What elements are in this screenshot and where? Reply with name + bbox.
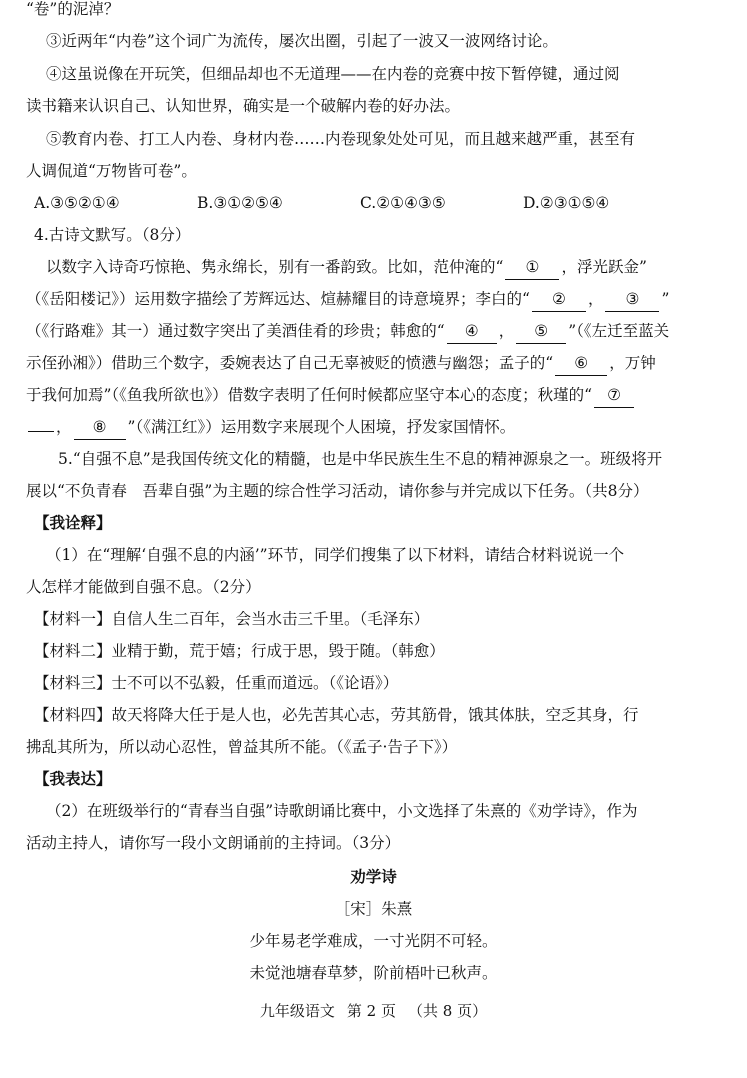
q4-line: （《岳阳楼记》）运用数字描绘了芳辉远达、煊赫耀目的诗意境界；李白的“ ② ， ③ ” (26, 284, 725, 314)
text-line: 人调侃道“万物皆可卷”。 (26, 162, 197, 180)
text-line: 拂乱其所为，所以动心忍性，曾益其所不能。（《孟子·告子下》） (26, 738, 458, 756)
option-b: B.③①②⑤④ (197, 194, 283, 212)
sub-question-2: （2）在班级举行的“青春当自强”诗歌朗诵比赛中，小文选择了朱熹的《劝学诗》，作为 (46, 802, 638, 820)
poem-author: ［宋］朱熹 (334, 900, 413, 918)
option-a: A.③⑤②①④ (34, 194, 120, 212)
question-5-intro: 5.“自强不息”是我国传统文化的精髓，也是中华民族生生不息的精神源泉之一。班级将开 (58, 450, 663, 468)
q4-line: ， ⑧ ”（《满江红》）运用数字来展现个人困境，抒发家国情怀。 (26, 412, 725, 442)
blank-4: ④ (447, 319, 497, 344)
footer-total: （共 8 页） (408, 1002, 488, 1020)
sentence-3: ③近两年“内卷”这个词广为流传，屡次出圈，引起了一波又一波网络讨论。 (46, 32, 558, 50)
answer-options (34, 188, 725, 218)
text-line: 读书籍来认识自己、认知世界，确实是一个破解内卷的好办法。 (26, 97, 461, 115)
blank-7: ⑦ (594, 383, 634, 408)
page-footer (0, 996, 747, 1026)
material-4: 【材料四】故天将降大任于是人也，必先苦其心志，劳其筋骨，饿其体肤，空乏其身，行 (34, 706, 639, 724)
text-line: “卷”的泥淖？ (26, 0, 120, 18)
q4-line: 以数字入诗奇巧惊艳、隽永绵长，别有一番韵致。比如，范仲淹的“ ① ，浮光跃金” (46, 252, 725, 282)
footer-grade: 九年级语文 (259, 1002, 335, 1020)
footer-page: 第 2 页 (346, 1002, 396, 1020)
text-line: 活动主持人，请你写一段小文朗诵前的主持词。（3分） (26, 834, 401, 852)
section-express: 【我表达】 (34, 769, 112, 788)
option-d: D.②③①⑤④ (523, 194, 610, 212)
sentence-5: ⑤教育内卷、打工人内卷、身材内卷……内卷现象处处可见，而且越来越严重，甚至有 (46, 130, 636, 148)
blank-8: ⑧ (74, 415, 126, 440)
text-line: 展以“不负青春 吾辈自强”为主题的综合性学习活动，请你参与并完成以下任务。（共8分） (26, 482, 649, 500)
blank-6: ⑥ (555, 351, 607, 376)
material-2: 【材料二】业精于勤，荒于嬉；行成于思，毁于随。（韩愈） (34, 642, 445, 660)
question-4-title: 4.古诗文默写。（8分） (34, 226, 191, 244)
blank-2: ② (532, 287, 586, 312)
material-3: 【材料三】士不可以不弘毅，任重而道远。（《论语》） (34, 674, 399, 692)
section-interpret: 【我诠释】 (34, 513, 112, 532)
sub-question-1: （1）在“理解‘自强不息的内涵’”环节，同学们搜集了以下材料，请结合材料说说一个 (46, 546, 625, 564)
poem-line-1: 少年易老学难成，一寸光阴不可轻。 (249, 932, 498, 950)
text-line: 人怎样才能做到自强不息。（2分） (26, 578, 261, 596)
q4-line: 于我何加焉”（《鱼我所欲也》）借数字表明了任何时候都应坚守本心的态度；秋瑾的“ ⑦ (26, 380, 725, 410)
blank-1: ① (505, 255, 559, 280)
blank-3: ③ (605, 287, 659, 312)
q4-line: （《行路难》其一）通过数字突出了美酒佳肴的珍贵；韩愈的“ ④ ， ⑤ ”（《左迁至蓝关 (26, 316, 725, 346)
sentence-4: ④这虽说像在开玩笑，但细品却也不无道理——在内卷的竞赛中按下暂停键，通过阅 (46, 65, 620, 83)
blank-5: ⑤ (516, 319, 566, 344)
poem-line-2: 未觉池塘春草梦，阶前梧叶已秋声。 (249, 964, 498, 982)
poem-title: 劝学诗 (350, 867, 397, 886)
q4-line: 示侄孙湘》）借助三个数字，委婉表达了自己无辜被贬的愤懑与幽怨；孟子的“ ⑥ ，万钟 (26, 348, 725, 378)
option-c: C.②①④③⑤ (360, 194, 446, 212)
material-1: 【材料一】自信人生二百年，会当水击三千里。（毛泽东） (34, 610, 430, 628)
